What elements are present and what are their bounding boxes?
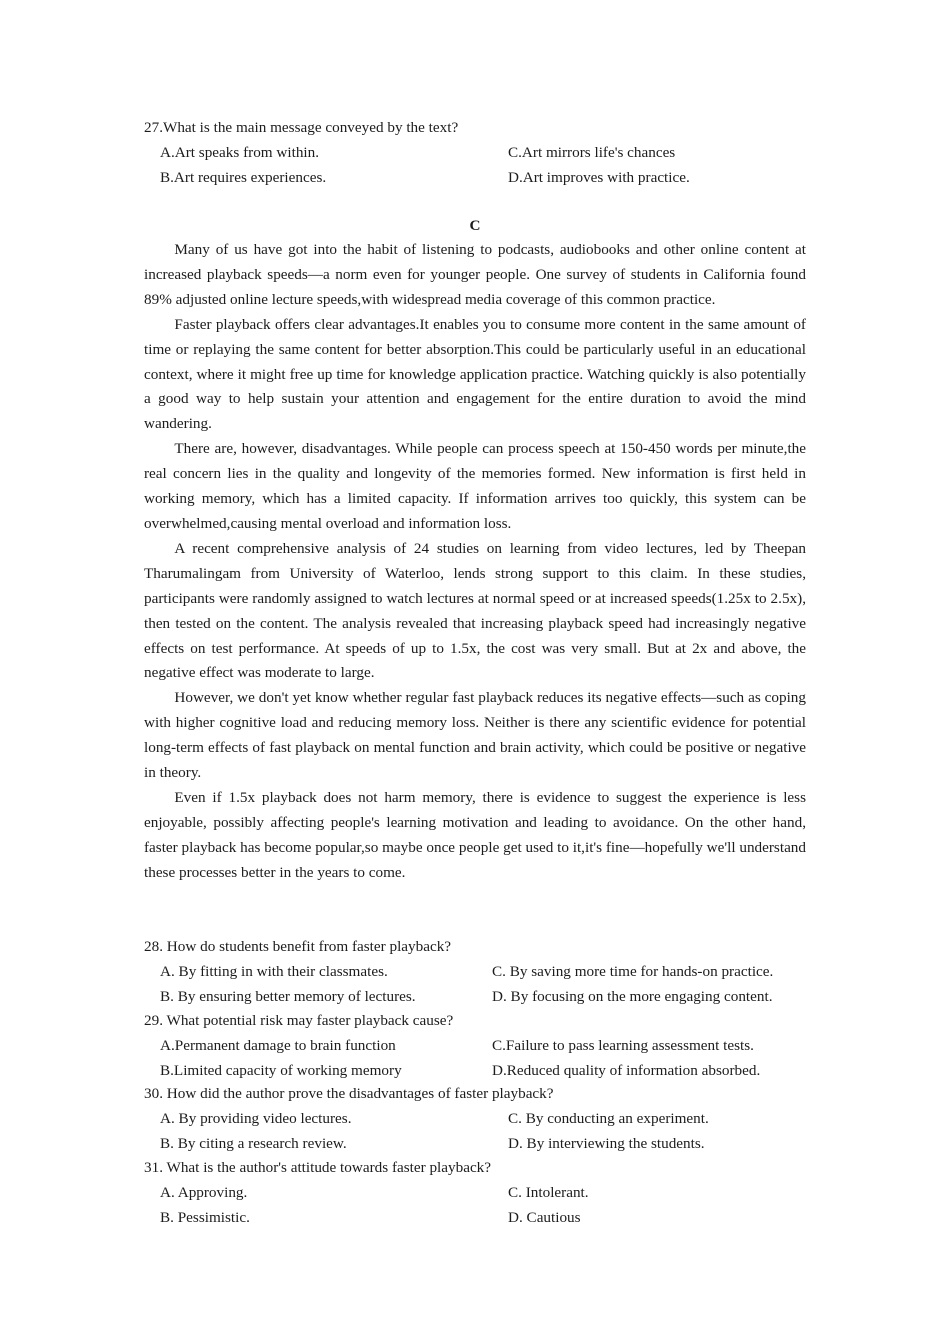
options-grid (144, 1034, 814, 1084)
option-a: A. By fitting in with their classmates. (160, 962, 388, 980)
options-grid (144, 960, 814, 1010)
option-b: B. Pessimistic. (160, 1208, 250, 1226)
option-b: B. By citing a research review. (160, 1135, 347, 1153)
option-b: B.Limited capacity of working memory (160, 1061, 402, 1079)
options-grid (144, 1181, 814, 1231)
paragraph: Faster playback offers clear advantages.It enables you to consume more content in the same amount of time or replaying the same content for better absorption.This could be particularly useful in an educational context, where it might free up time for knowledge application practice. Watching quickly is also potentially a good way to help sustain your attention and engagement for the entire duration to avoid the mind wandering. (144, 315, 806, 433)
paragraph: Even if 1.5x playback does not harm memory, there is evidence to suggest the experience is less enjoyable, possibly affecting people's learning motivation and leading to avoidance. On the other hand, faster playback has become popular,so maybe once people get used to it,it's fine—hopefully we'll understand these processes better in the years to come. (144, 788, 806, 881)
options-grid (144, 141, 809, 191)
question-stem: 30. How did the author prove the disadvantages of faster playback? (144, 1085, 554, 1103)
question-stem: 31. What is the author's attitude towards faster playback? (144, 1159, 492, 1177)
option-b: B. By ensuring better memory of lectures. (160, 987, 416, 1005)
question-28 (144, 935, 814, 1010)
option-c: C. Intolerant. (508, 1184, 589, 1202)
option-d: D. By interviewing the students. (508, 1135, 705, 1153)
paragraph: However, we don't yet know whether regular fast playback reduces its negative effects—such as coping with higher cognitive load and reducing memory loss. Neither is there any scientific evidence for potential long-term effects of fast playback on mental function and brain activity, which could be positive or negative in theory. (144, 689, 806, 782)
passage (144, 238, 806, 886)
question-stem: 27.What is the main message conveyed by the text? (144, 119, 459, 136)
option-b: B.Art requires experiences. (160, 168, 327, 186)
question-stem: 28. How do students benefit from faster playback? (144, 938, 452, 955)
option-a: A.Permanent damage to brain function (160, 1036, 396, 1054)
options-grid (144, 1107, 814, 1157)
option-a: A.Art speaks from within. (160, 143, 320, 161)
option-d: D. Cautious (508, 1208, 581, 1226)
paragraph: Many of us have got into the habit of listening to podcasts, audiobooks and other online content at increased playback speeds—a norm even for younger people. One survey of students in California found 89% adjusted online lecture speeds,with widespread media coverage of this common practice. (144, 241, 806, 308)
paragraph: There are, however, disadvantages. While people can process speech at 150-450 words per minute,the real concern lies in the quality and longevity of the memories formed. New information is first held in working memory, which has a limited capacity. If information arrives too quickly, this system can be overwhelmed,causing mental overload and information loss. (144, 440, 806, 532)
option-a: A. Approving. (160, 1184, 248, 1202)
paragraph: A recent comprehensive analysis of 24 studies on learning from video lectures, led by Theepan Tharumalingam from University of Waterloo, lends strong support to this claim. In these studies, participants were randomly assigned to watch lectures at normal speed or at increased speeds(1.25x to 2.5x), then tested on the content. The analysis revealed that increasing playback speed had increasingly negative effects on test performance. At speeds of up to 1.5x, the cost was very small. But at 2x and above, the negative effect was moderate to large. (144, 539, 806, 682)
option-d: D.Reduced quality of information absorbed. (492, 1061, 761, 1079)
option-c: C. By saving more time for hands-on practice. (492, 962, 774, 980)
question-29 (144, 1009, 814, 1084)
option-c: C. By conducting an experiment. (508, 1110, 709, 1128)
question-stem: 29. What potential risk may faster playback cause? (144, 1011, 454, 1029)
question-27 (144, 116, 809, 191)
option-a: A. By providing video lectures. (160, 1110, 352, 1128)
option-d: D. By focusing on the more engaging content. (492, 987, 773, 1005)
question-31 (144, 1156, 814, 1231)
question-30 (144, 1082, 814, 1157)
option-c: C.Art mirrors life's chances (508, 143, 676, 161)
section-title: C (469, 217, 481, 234)
option-c: C.Failure to pass learning assessment tests. (492, 1036, 754, 1054)
questions-list (144, 935, 814, 1230)
option-d: D.Art improves with practice. (508, 168, 690, 186)
